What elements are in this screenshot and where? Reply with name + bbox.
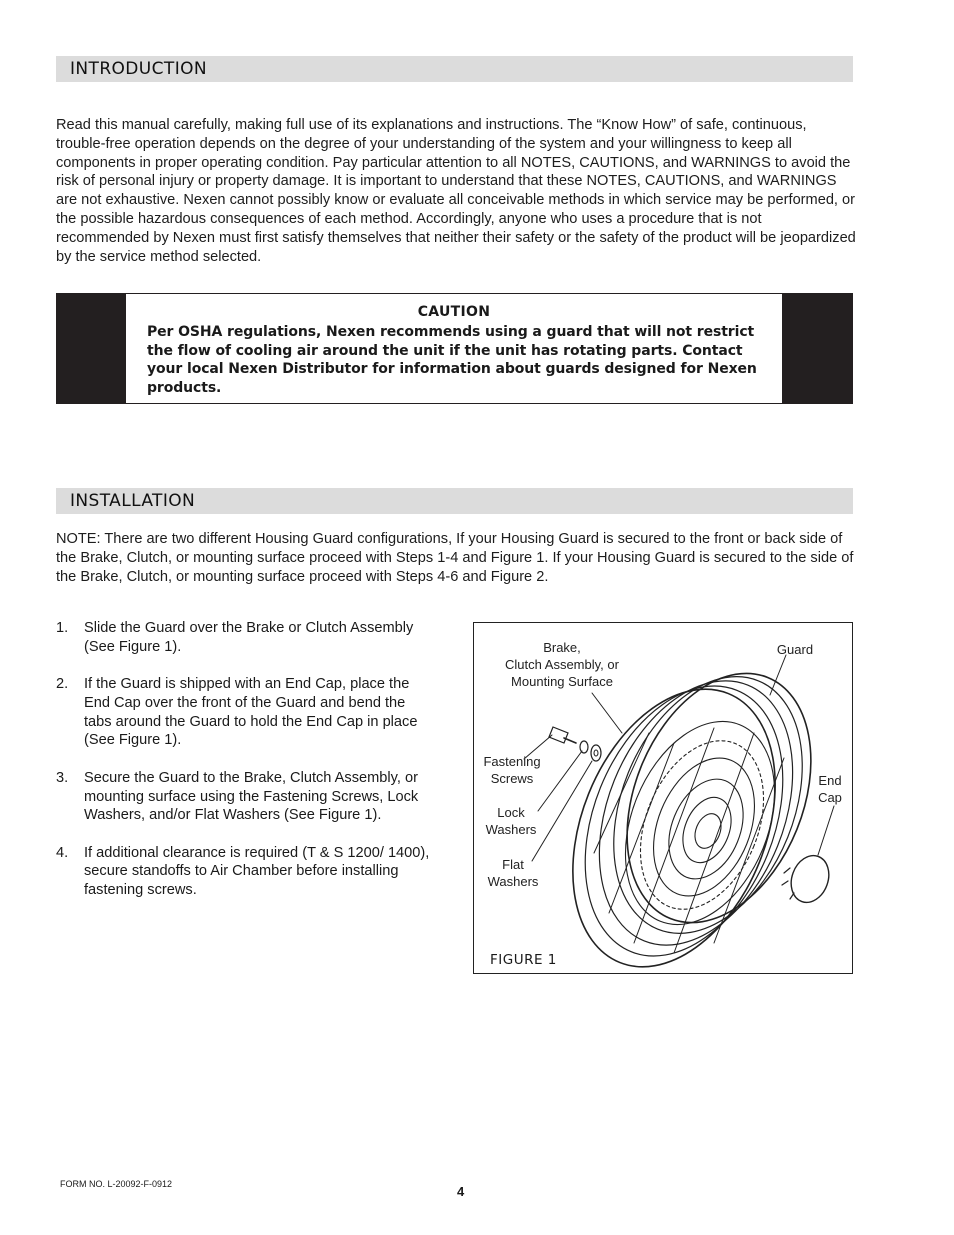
step-number: 2.: [56, 676, 69, 693]
step-text: If additional clearance is required (T & S 1200/ 1400), secure standoffs to Air Chamber before installing fastening screws.: [84, 844, 430, 899]
step-text: Secure the Guard to the Brake, Clutch Assembly, or mounting surface using the Fastening Screws, Lock Washers, and/or Flat Washers (See Figure 1).: [84, 769, 419, 824]
label-brake-assembly: [492, 639, 632, 690]
form-number: FORM NO. L-20092-F-0912: [60, 1179, 173, 1189]
step-number: 1.: [56, 620, 69, 636]
step-item: [56, 619, 436, 657]
label-line: Mounting Surface: [511, 674, 613, 689]
label-line: Brake,: [543, 640, 581, 655]
figure-1: [473, 622, 853, 974]
caution-panel: [126, 294, 782, 403]
label-line: Fastening: [483, 754, 541, 769]
page-number: 4: [457, 1184, 465, 1199]
introduction-body: Read this manual carefully, making full use of its explanations and instructions. The “Know How” of safe, continuous, trouble-free operation depends on the degree of your understanding of the system and your willingness to keep all components in proper operating condition. Pay particular attention to all NOTES, CAUTIONS, and WARNINGS to avoid the risk of personal injury or property damage. It is important to understand that these NOTES, CAUTIONS, and WARNINGS are not exhaustive. Nexen cannot possibly know or evaluate all conceivable methods in which service may be performed, or the possible hazardous consequences of each method. Accordingly, anyone who uses a procedure that is not recommended by Nexen must first satisfy themselves that neither their safety or the safety of the product will be jeopardized by the service method selected.: [56, 117, 856, 265]
step-item: [56, 675, 436, 750]
label-fastening-screws: [480, 753, 544, 787]
label-line: Washers: [487, 874, 539, 889]
installation-heading: INSTALLATION: [70, 491, 196, 511]
introduction-heading: INTRODUCTION: [70, 59, 208, 79]
label-line: Clutch Assembly, or: [505, 657, 619, 672]
label-lock-washers: [480, 804, 542, 838]
label-guard: Guard: [776, 642, 814, 657]
installation-note: NOTE: There are two different Housing Guard configurations, If your Housing Guard is secured to the front or back side of the Brake, Clutch, or mounting surface proceed with Steps 1-4 and Figure 1. If your Housing Guard is secured to the side of the Brake, Clutch, or mounting surface proceed with Steps 4-6 and Figure 2.: [56, 531, 854, 585]
step-number: 4.: [56, 844, 69, 861]
step-text: If the Guard is shipped with an End Cap, place the End Cap over the front of the Guard and bend the tabs around the Guard to hold the End Cap in place (See Figure 1).: [84, 676, 418, 749]
label-line: Lock: [497, 805, 525, 820]
label-flat-washers: [482, 856, 544, 890]
label-line: Flat: [502, 857, 524, 872]
label-line: End: [818, 773, 842, 788]
figure-caption: FIGURE 1: [490, 952, 557, 968]
label-line: Screws: [490, 771, 534, 786]
installation-steps: [56, 619, 436, 919]
caution-title: CAUTION: [417, 304, 491, 320]
label-end-cap: [810, 772, 850, 806]
installation-header: [56, 488, 853, 514]
label-line: Cap: [818, 790, 842, 805]
label-line: Washers: [485, 822, 537, 837]
step-item: [56, 844, 436, 900]
caution-text: Per OSHA regulations, Nexen recommends using a guard that will not restrict the flow of cooling air around the unit if the unit has rotating parts. Contact your local Nexen Distributor for information about guards designed for Nexen products.: [147, 324, 757, 396]
introduction-header: [56, 56, 853, 82]
step-text: Slide the Guard over the Brake or Clutch Assembly (See Figure 1).: [84, 620, 414, 655]
step-number: 3.: [56, 769, 69, 786]
caution-box: [56, 293, 853, 404]
step-item: [56, 769, 436, 825]
